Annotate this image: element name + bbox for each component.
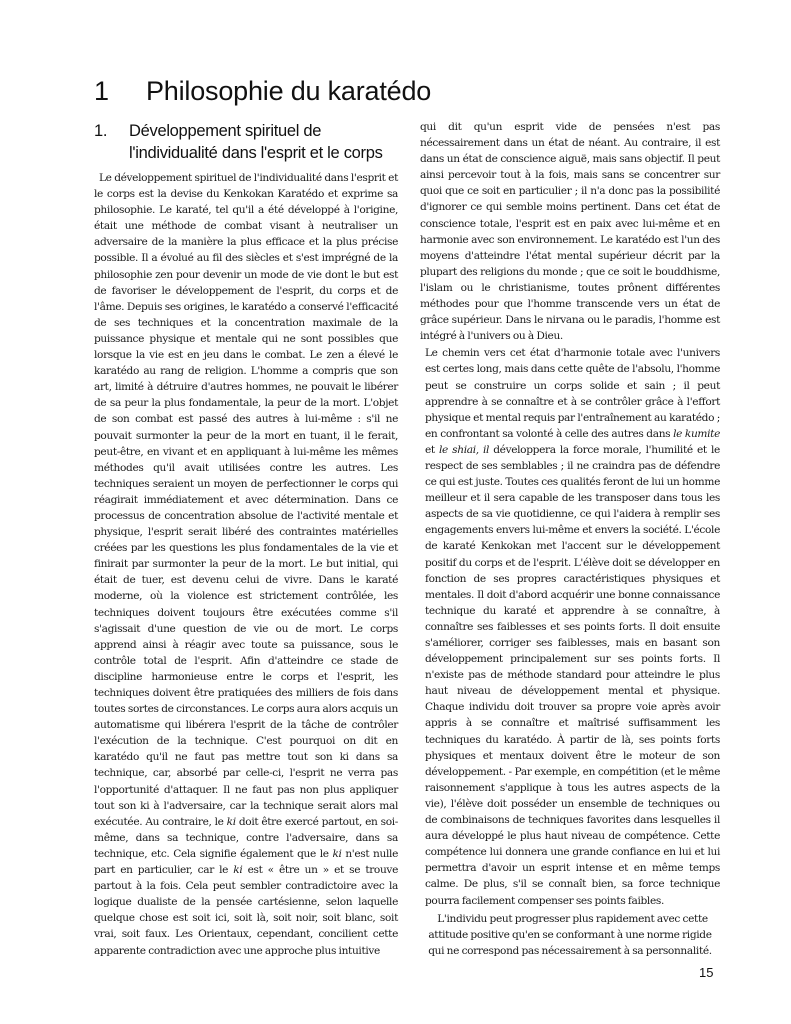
chapter-title [94, 76, 431, 107]
right-column [420, 119, 720, 959]
italic-term-ki: ki [332, 847, 342, 860]
paragraph-text: est « être un » et se trouve partout à la fois. Cela peut sembler contradictoire avec la logique dualiste de la pensée cartésienne, selon laquelle quelque chose est soit ici, soit là, soit noir, soit blanc, soit vrai, soit faux. Les Orientaux, cependant, concilient cette apparente contradiction avec une approche plus intuitive [94, 864, 398, 957]
section-title [94, 120, 394, 164]
section-title-text: Développement spirituel de l'individualité dans l'esprit et le corps [129, 122, 383, 162]
body-paragraph [94, 170, 398, 959]
body-paragraph: L'individu peut progresser plus rapidement avec cette attitude positive qu'en se conformant à une norme rigide qui ne correspond pas nécessairement à sa personnalité. [428, 912, 712, 957]
chapter-number: 1 [94, 76, 109, 106]
left-column [94, 170, 398, 959]
page-number: 15 [699, 965, 714, 980]
paragraph-text: doit être exercé partout, en soi-même, dans sa technique, contre l'adversaire, dans sa technique, etc. Cela signifie également que le [94, 815, 398, 860]
italic-term-ki: ki [233, 864, 243, 877]
italic-term-kumite: le kumite [673, 427, 720, 440]
italic-term-ki: ki [226, 815, 236, 828]
body-paragraph [425, 345, 720, 908]
italic-term-shiai: le shiai, il [439, 443, 490, 456]
paragraph-text: n'est nulle part en particulier, car le [94, 847, 398, 877]
paragraph-text: Le chemin vers cet état d'harmonie totale avec l'univers est certes long, mais dans cette quête de l'absolu, l'homme peut se construire un corps solide et sain ; il peut apprendre à se connaître et à se contrôler grâce à l'effort physique et mental requis par l'entraînement au karatédo ; en confrontant sa volonté à celle des autres dans [425, 347, 720, 440]
section-number: 1. [94, 122, 108, 140]
body-paragraph: qui dit qu'un esprit vide de pensées n'est pas nécessairement dans un état de néant. Au contraire, il est dans un état de conscience aiguë, mais sans objectif. Il peut ainsi percevoir tout à la fois, mais sans se concentrer sur quoi que ce soit en particulier ; il n'a donc pas la possibilité d'ignorer ce qui semble moins pertinent. Dans cet état de conscience totale, l'esprit est en paix avec lui-même et en harmonie avec son environnement. Le karatédo est l'un des moyens d'atteindre l'état mental supérieur décrit par la plupart des religions du monde ; que ce soit le bouddhisme, l'islam ou le christianisme, toutes prônent différentes méthodes pour que l'homme transcende vers un état de grâce supérieur. Dans le nirvana ou le paradis, l'homme est intégré à l'univers ou à Dieu. [420, 121, 720, 343]
chapter-title-text: Philosophie du karatédo [146, 76, 432, 106]
paragraph-text: et [425, 443, 440, 456]
paragraph-text: développera la force morale, l'humilité et le respect de ses semblables ; il ne craindra pas de défendre ce qui est juste. Toutes ces qualités feront de lui un homme meilleur et il sera capable de les transposer dans tous les aspects de sa vie quotidienne, ce qui l'aidera à remplir ses engagements envers lui-même et envers la société. L'école de karaté Kenkokan met l'accent sur le développement positif du corps et de l'esprit. L'élève doit se développer en fonction de ses propres caractéristiques physiques et mentales. Il doit d'abord acquérir une bonne connaissance technique du karaté et apprendre à se connaître, à connaître ses faiblesses et ses points forts. Il doit ensuite s'améliorer, corriger ses faiblesses, mais en basant son développement principalement sur ses points forts. Il n'existe pas de méthode standard pour atteindre le plus haut niveau de développement mental et physique. Chaque individu doit trouver sa propre voie après avoir appris à se connaître et maîtrisé suffisamment les techniques du karatédo. À partir de là, ses points forts physiques et mentaux doivent être le moteur de son développement. - Par exemple, en compétition (et le même raisonnement s'applique à tous les autres aspects de la vie), l'élève doit posséder un ensemble de techniques ou de combinaisons de techniques favorites dans lesquelles il aura développé le plus haut niveau de compétence. Cette compétence lui donnera une grande confiance en lui et lui permettra d'avoir un esprit intense et en même temps calme. De plus, s'il se connaît bien, sa force technique pourra facilement compenser ses points faibles. [425, 443, 720, 907]
paragraph-text: Le développement spirituel de l'individualité dans l'esprit et le corps est la devise du Kenkokan Karatédo et exprime sa philosophie. Le karaté, tel qu'il a été développé à l'origine, était une méthode de combat visant à neutraliser un adversaire de la manière la plus efficace et la plus précise possible. Il a évolué au fil des siècles et s'est imprégné de la philosophie zen pour devenir un mode de vie dont le but est de favoriser le développement de l'esprit, du corps et de l'âme. Depuis ses origines, le karatédo a conservé l'efficacité de ses techniques et la concentration maximale de la puissance physique et mentale qui ne sont possibles que lorsque la vie est en jeu dans le combat. Le zen a élevé le karatédo au rang de religion. L'homme a compris que son art, limité à détruire d'autres hommes, ne pouvait le libérer de sa peur la plus fondamentale, la peur de la mort. L'objet de son combat est passé des autres à lui-même : s'il ne pouvait surmonter la peur de la mort en tuant, il le ferait, peut-être, en vivant et en appliquant à lui-même les mêmes méthodes qu'il avait utilisées contre les autres. Les techniques seraient un moyen de perfectionner le corps qui réagirait immédiatement et avec détermination. Dans ce processus de concentration absolue de l'activité mentale et physique, l'esprit serait libéré des contraintes matérielles créées par les questions les plus fondamentales de la vie et finirait par surmonter la peur de la mort. Le but initial, qui était de tuer, est devenu celui de vivre. Dans le karaté moderne, où la violence est strictement contrôlée, les techniques doivent toujours être exécutées comme s'il s'agissait d'une question de vie ou de mort. Le corps apprend ainsi à réagir avec toute sa puissance, sous le contrôle total de l'esprit. Afin d'atteindre ce stade de discipline harmonieuse entre le corps et l'esprit, les techniques doivent être pratiquées des milliers de fois dans toutes sortes de circonstances. Le corps aura alors acquis un automatisme qui libérera l'esprit de la tâche de contrôler l'exécution de la technique. C'est pourquoi on dit en karatédo qu'il ne faut pas mettre tout son ki dans sa technique, car, absorbé par celle-ci, l'esprit ne verra pas l'opportunité d'attaquer. Il ne faut pas non plus appliquer tout son ki à l'adversaire, car la technique serait alors mal exécutée. Au contraire, le [94, 172, 398, 828]
